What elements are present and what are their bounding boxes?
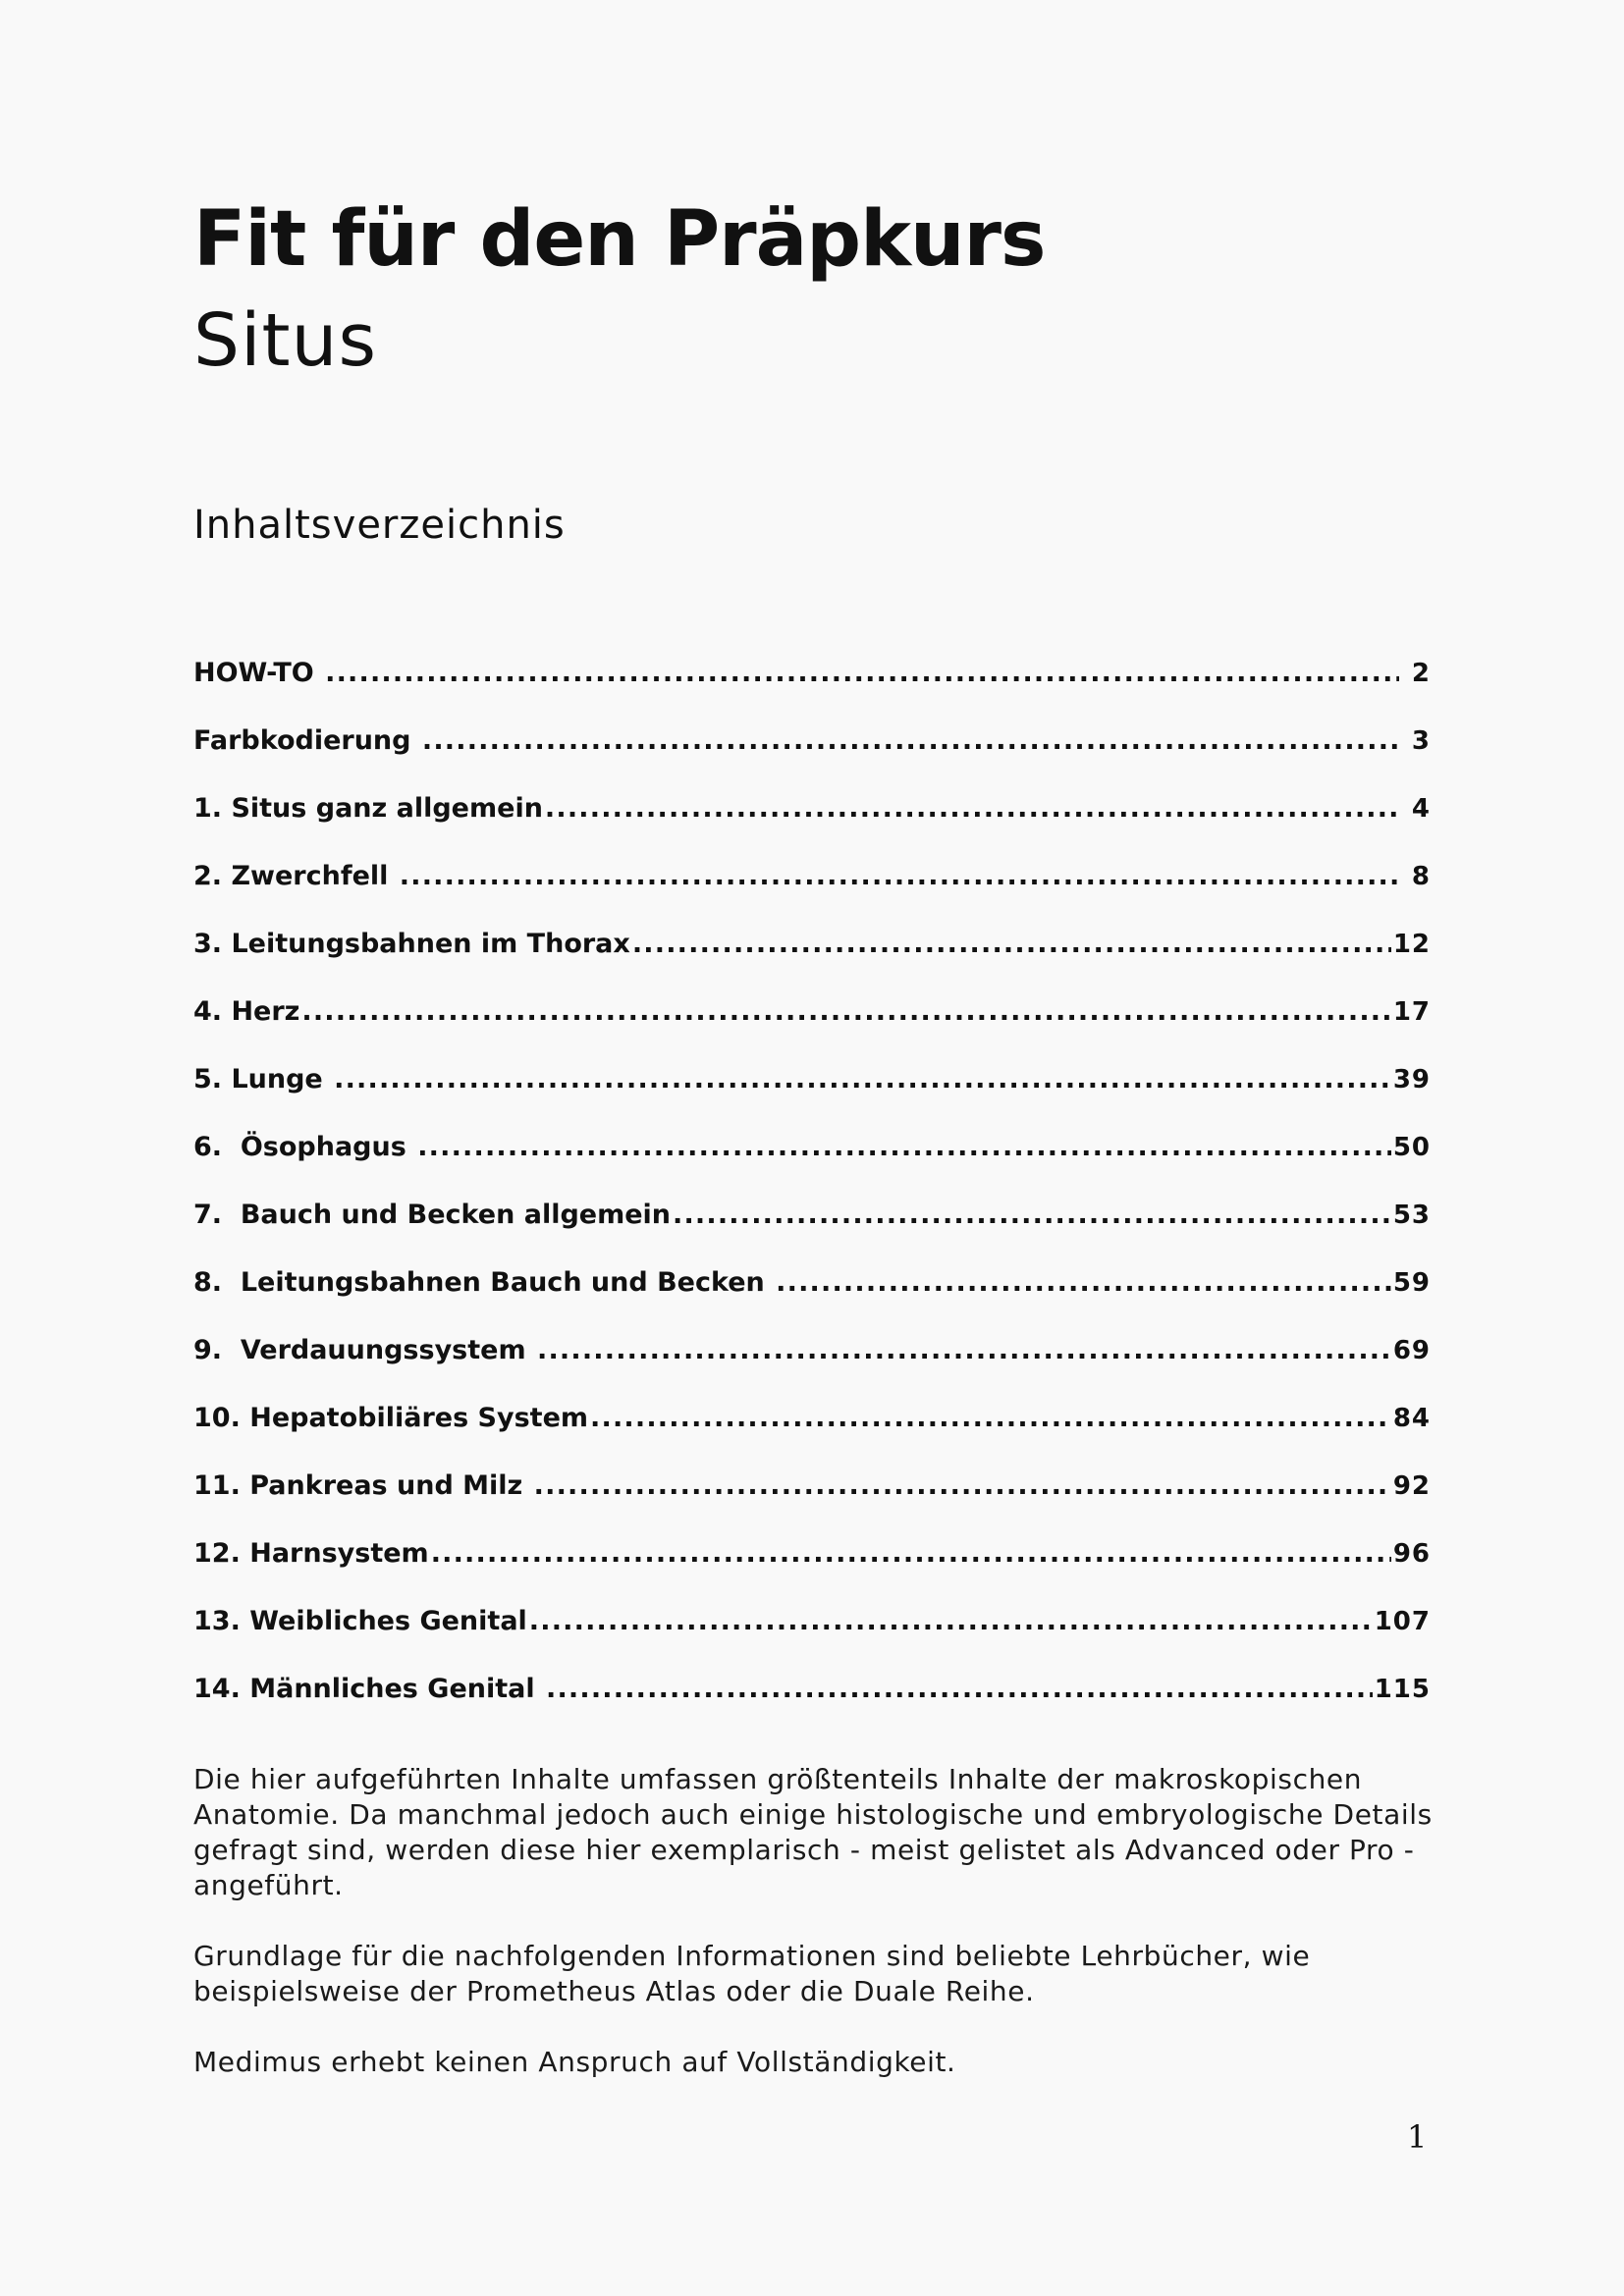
toc-entry-page: 39 [1392,1065,1431,1095]
toc-entry[interactable] [193,1267,1431,1335]
toc-leader-dots [545,793,1399,824]
toc-entry[interactable] [193,861,1431,929]
toc-entry-page: 115 [1374,1675,1431,1704]
toc-entry-label: 6. Ösophagus [193,1132,416,1162]
toc-entry[interactable] [193,725,1431,793]
note-paragraph-disclaimer: Medimus erhebt keinen Anspruch auf Vollständigkeit. [193,2046,956,2078]
toc-entry-label: 7. Bauch und Becken allgemein [193,1200,672,1230]
toc-entry-label: 11. Pankreas und Milz [193,1470,532,1501]
toc-leader-dots [400,861,1399,891]
document-subtitle: Situs [193,298,378,383]
toc-entry-label: 8. Leitungsbahnen Bauch und Becken [193,1267,775,1298]
toc-entry[interactable] [193,1132,1431,1200]
toc-entry[interactable] [193,1674,1431,1741]
toc-entry[interactable] [193,996,1431,1064]
toc-leader-dots [529,1606,1373,1636]
toc-leader-dots [301,996,1390,1027]
toc-entry[interactable] [193,1335,1431,1403]
toc-leader-dots [334,1064,1391,1095]
toc-entry-page: 96 [1392,1539,1431,1569]
toc-entry-page: 12 [1392,930,1431,959]
toc-entry-page: 53 [1392,1201,1431,1230]
toc-leader-dots [417,1132,1391,1162]
note-paragraph-sources: Grundlage für die nachfolgenden Informationen sind beliebte Lehrbücher, wie beispielsweise der Prometheus Atlas oder die Duale Reihe. [193,1940,1311,2007]
toc-leader-dots [673,1200,1391,1230]
toc-leader-dots [537,1335,1391,1365]
toc-entry-page: 3 [1411,726,1431,756]
toc-entry-label: 10. Hepatobiliäres System [193,1403,589,1433]
toc-entry-page: 50 [1392,1133,1431,1162]
toc-entry-label: Farbkodierung [193,725,420,756]
toc-entry-label: HOW-TO [193,658,324,688]
toc-leader-dots [325,658,1399,688]
toc-entry[interactable] [193,793,1431,861]
toc-leader-dots [776,1267,1391,1298]
toc-entry[interactable] [193,1403,1431,1470]
toc-entry[interactable] [193,1470,1431,1538]
toc-leader-dots [546,1674,1373,1704]
notes-section [193,1762,1440,2115]
toc-leader-dots [431,1538,1391,1569]
toc-entry-page: 2 [1411,659,1431,688]
toc-entry[interactable] [193,1064,1431,1132]
toc-entry-label: 3. Leitungsbahnen im Thorax [193,929,630,959]
toc-entry-label: 4. Herz [193,996,300,1027]
toc-entry-page: 84 [1392,1404,1431,1433]
toc-entry[interactable] [193,929,1431,996]
toc-leader-dots [422,725,1399,756]
toc-entry[interactable] [193,1200,1431,1267]
toc-entry-label: 14. Männliches Genital [193,1674,545,1704]
toc-entry[interactable] [193,658,1431,725]
toc-entry-page: 17 [1392,997,1431,1027]
toc-entry-label: 9. Verdauungssystem [193,1335,535,1365]
document-title: Fit für den Präpkurs [193,195,1046,284]
toc-entry-page: 92 [1392,1471,1431,1501]
page-number: 1 [1407,2118,1428,2156]
toc-entry-page: 107 [1374,1607,1431,1636]
toc-leader-dots [534,1470,1391,1501]
toc-entry[interactable] [193,1606,1431,1674]
toc-entry-page: 4 [1411,794,1431,824]
toc-heading: Inhaltsverzeichnis [193,503,566,548]
toc-entry[interactable] [193,1538,1431,1606]
toc-entry-label: 12. Harnsystem [193,1538,429,1569]
table-of-contents [193,658,1431,1741]
toc-entry-page: 69 [1392,1336,1431,1365]
toc-entry-label: 5. Lunge [193,1064,333,1095]
toc-entry-label: 13. Weibliches Genital [193,1606,527,1636]
toc-leader-dots [590,1403,1391,1433]
toc-entry-label: 2. Zwerchfell [193,861,398,891]
toc-leader-dots [632,929,1391,959]
note-paragraph-scope: Die hier aufgeführten Inhalte umfassen größtenteils Inhalte der makroskopischen Anatomie. Da manchmal jedoch auch einige histologische und embryologische Details gefragt sind, werden diese hier exemplarisch - meist gelistet als Advanced oder Pro - angeführt. [193,1763,1433,1901]
toc-entry-label: 1. Situs ganz allgemein [193,793,543,824]
toc-entry-page: 8 [1411,862,1431,891]
toc-entry-page: 59 [1392,1268,1431,1298]
